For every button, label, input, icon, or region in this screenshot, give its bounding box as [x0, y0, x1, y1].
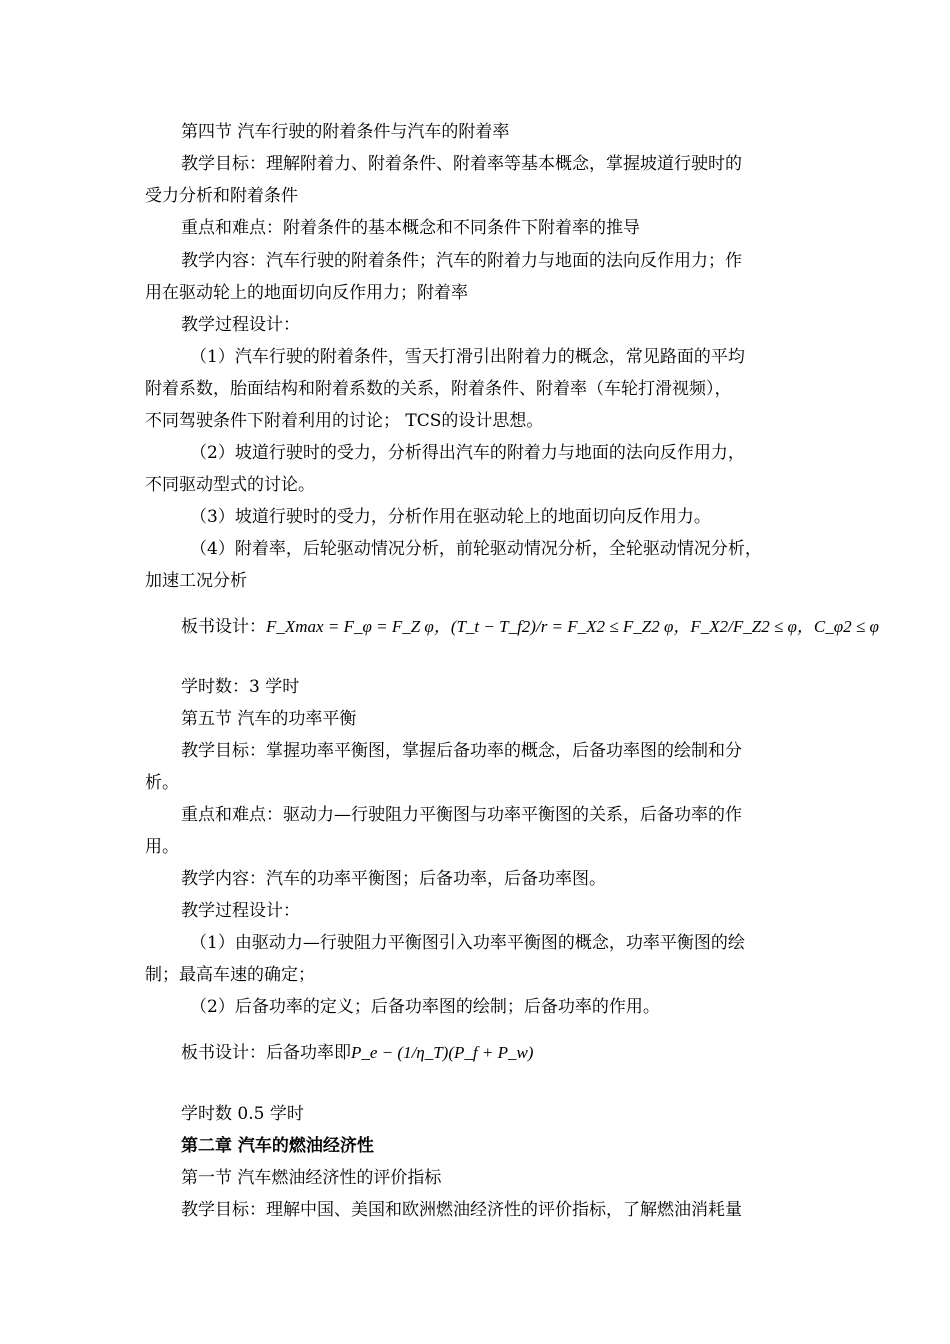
- paragraph-line: 教学目标：理解中国、美国和欧洲燃油经济性的评价指标，了解燃油消耗量: [181, 1200, 742, 1220]
- paragraph-line: 加速工况分析: [145, 571, 247, 591]
- formula-expression: P_e − (1/η_T)(P_f + P_w): [351, 1043, 534, 1062]
- paragraph-line: 用在驱动轮上的地面切向反作用力；附着率: [145, 283, 468, 303]
- paragraph-line: 重点和难点：附着条件的基本概念和不同条件下附着率的推导: [181, 218, 640, 238]
- paragraph-line: （1）由驱动力—行驶阻力平衡图引入功率平衡图的概念，功率平衡图的绘: [190, 933, 745, 953]
- paragraph-line: 析。: [145, 773, 179, 793]
- paragraph-line: 重点和难点：驱动力—行驶阻力平衡图与功率平衡图的关系，后备功率的作: [181, 805, 742, 825]
- paragraph-line: 用。: [145, 837, 179, 857]
- paragraph-line: （2）坡道行驶时的受力，分析得出汽车的附着力与地面的法向反作用力，: [190, 443, 745, 463]
- chapter-heading: 第二章 汽车的燃油经济性: [181, 1136, 374, 1156]
- formula-label: 板书设计：后备功率即: [181, 1043, 351, 1063]
- paragraph-line: （3）坡道行驶时的受力，分析作用在驱动轮上的地面切向反作用力。: [190, 507, 711, 527]
- paragraph-line: 教学内容：汽车行驶的附着条件；汽车的附着力与地面的法向反作用力；作: [181, 251, 742, 271]
- formula-board-design-2: [181, 1042, 851, 1064]
- paragraph-line: （4）附着率，后轮驱动情况分析，前轮驱动情况分析，全轮驱动情况分析，: [190, 539, 762, 559]
- paragraph-line: （2）后备功率的定义；后备功率图的绘制；后备功率的作用。: [190, 997, 660, 1017]
- paragraph-line: 教学目标：理解附着力、附着条件、附着率等基本概念，掌握坡道行驶时的: [181, 154, 742, 174]
- paragraph-line: 不同驾驶条件下附着利用的讨论； TCS的设计思想。: [145, 411, 544, 431]
- paragraph-line: 学时数 0.5 学时: [181, 1104, 304, 1124]
- formula-expression: F_Xmax = F_φ = F_Z φ，(T_t − T_f2)/r = F_X2 ≤ F_Z2 φ，F_X2/F_Z2 ≤ φ，C_φ2 ≤ φ: [266, 617, 879, 636]
- paragraph-line: 教学过程设计：: [181, 901, 300, 921]
- paragraph-line: 制；最高车速的确定；: [145, 965, 315, 985]
- paragraph-line: 附着系数，胎面结构和附着系数的关系，附着条件、附着率（车轮打滑视频），: [145, 379, 732, 399]
- section-heading: 第五节 汽车的功率平衡: [181, 709, 357, 729]
- paragraph-line: 学时数：3 学时: [181, 677, 300, 697]
- formula-board-design-1: [181, 616, 879, 638]
- paragraph-line: 教学过程设计：: [181, 315, 300, 335]
- paragraph-line: （1）汽车行驶的附着条件，雪天打滑引出附着力的概念，常见路面的平均: [190, 347, 745, 367]
- formula-label: 板书设计：: [181, 617, 266, 637]
- section-heading: 第一节 汽车燃油经济性的评价指标: [181, 1168, 442, 1188]
- paragraph-line: 不同驱动型式的讨论。: [145, 475, 315, 495]
- section-heading: 第四节 汽车行驶的附着条件与汽车的附着率: [181, 122, 510, 142]
- paragraph-line: 教学内容：汽车的功率平衡图；后备功率，后备功率图。: [181, 869, 606, 889]
- paragraph-line: 教学目标：掌握功率平衡图，掌握后备功率的概念，后备功率图的绘制和分: [181, 741, 742, 761]
- paragraph-line: 受力分析和附着条件: [145, 186, 298, 206]
